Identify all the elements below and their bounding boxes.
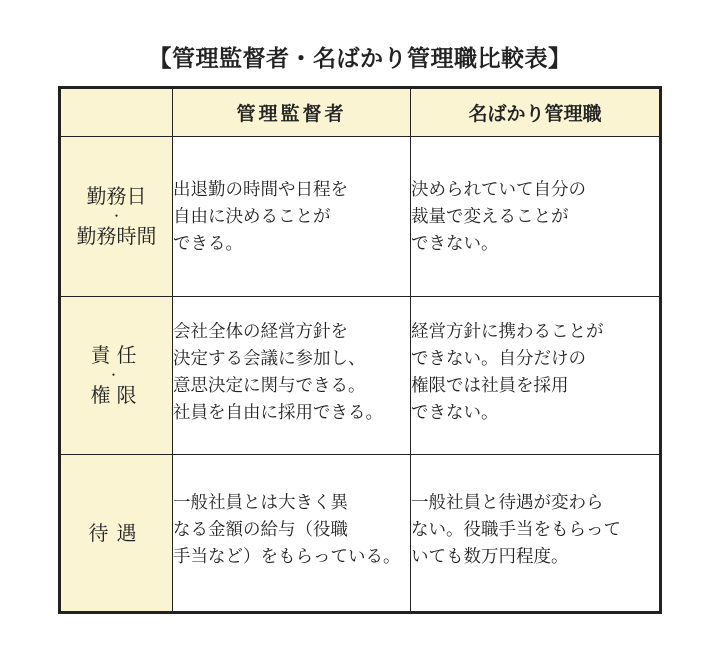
row-label-top: 待遇 (88, 520, 145, 545)
cell-line: 経営方針に携わることが (411, 322, 604, 342)
cell-line: できる。 (173, 234, 243, 255)
row-label-separator: ・ (110, 209, 123, 224)
cell-line: 権限では社員を採用 (411, 376, 569, 397)
cell-line: 決められていて自分の (411, 180, 586, 200)
cell-manager (173, 137, 411, 297)
row-label-separator: ・ (107, 368, 126, 383)
cell-line: 出退勤の時間や日程を (173, 180, 348, 200)
row-label-bottom: 権限 (90, 382, 143, 407)
header-nominal-manager: 名ばかり管理職 (411, 88, 661, 137)
cell-line: できない。自分だけの (411, 349, 586, 370)
table-row (60, 137, 661, 297)
header-corner (60, 88, 173, 137)
header-manager: 管理監督者 (173, 88, 411, 137)
cell-nominal-manager (411, 455, 661, 613)
cell-manager (173, 297, 411, 455)
cell-line: 社員を自由に採用できる。 (173, 403, 383, 424)
cell-line: 自由に決めることが (173, 207, 331, 228)
cell-line: 意思決定に関与できる。 (173, 376, 366, 397)
cell-nominal-manager (411, 137, 661, 297)
cell-line: 決定する会議に参加し、 (173, 349, 366, 370)
cell-line: できない。 (411, 234, 499, 255)
cell-line: なる金額の給与（役職 (173, 520, 348, 541)
cell-line: 一般社員とは大きく異 (173, 493, 348, 513)
table-row (60, 455, 661, 613)
row-header-work-days (60, 137, 173, 297)
row-label-top: 勤務日 (86, 184, 147, 209)
cell-line: 手当など）をもらっている。 (173, 547, 401, 568)
cell-line: 裁量で変えることが (411, 207, 569, 228)
cell-line: いても数万円程度。 (411, 547, 569, 568)
row-label-top: 責任 (90, 343, 143, 368)
row-header-treatment (60, 455, 173, 613)
row-header-responsibility (60, 297, 173, 455)
cell-nominal-manager (411, 297, 661, 455)
cell-line: 一般社員と待遇が変わら (411, 493, 604, 513)
comparison-table (58, 86, 662, 614)
cell-manager (173, 455, 411, 613)
cell-line: 会社全体の経営方針を (173, 322, 348, 342)
cell-line: ない。役職手当をもらって (411, 520, 621, 541)
table-row (60, 297, 661, 455)
header-row (60, 88, 661, 137)
page-title: 【管理監督者・名ばかり管理職比較表】 (148, 46, 572, 72)
cell-line: できない。 (411, 403, 499, 424)
row-label-bottom: 勤務時間 (76, 223, 157, 248)
